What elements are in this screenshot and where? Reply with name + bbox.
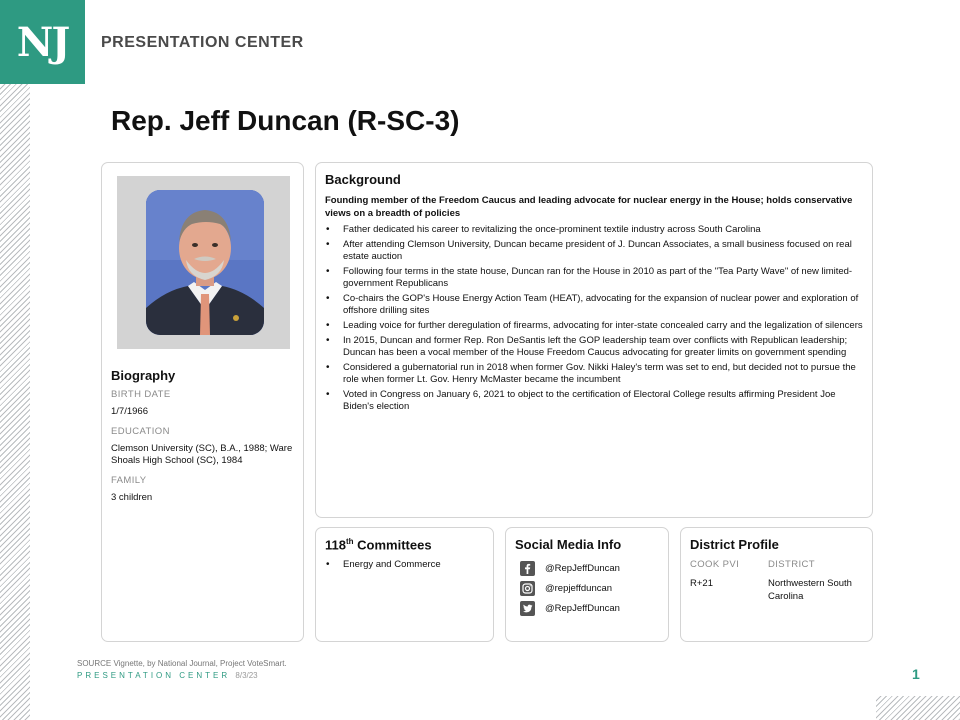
- background-summary: Founding member of the Freedom Caucus and leading advocate for nuclear energy in the House; holds conservative views on a breadth of policies: [325, 195, 853, 219]
- committees-heading-number: 118: [325, 537, 346, 553]
- committees-heading: [325, 537, 485, 552]
- footer-date: 8/3/23: [235, 671, 258, 680]
- social-media-card: [505, 527, 669, 642]
- district-profile-card: [680, 527, 873, 642]
- biography-section: [111, 368, 299, 511]
- family-value: 3 children: [111, 491, 153, 503]
- background-bullet: • Following four terms in the state house, Duncan ran for the House in 2010 as part of the "Tea Party Wave" of new limited-government Republicans: [325, 266, 863, 290]
- background-heading: Background: [325, 172, 401, 187]
- committees-card: [315, 527, 494, 642]
- background-card: [315, 162, 873, 518]
- cook-pvi-label: COOK PVI: [690, 559, 740, 570]
- education-value: Clemson University (SC), B.A., 1988; Ware Shoals High School (SC), 1984: [111, 442, 293, 466]
- decorative-hatch-left: [0, 84, 30, 720]
- page-number: 1: [912, 666, 920, 682]
- committees-heading-suffix: th: [345, 537, 354, 546]
- footer-presentation-center-text: PRESENTATION CENTER: [77, 671, 231, 680]
- background-bullet: • Leading voice for further deregulation of firearms, advocating for inter-state concealed carry and the legalization of silencers: [325, 320, 863, 332]
- footer-source: SOURCE Vignette, by National Journal, Project VoteSmart.: [77, 659, 287, 668]
- facebook-icon[interactable]: [520, 561, 535, 576]
- background-bullet: • In 2015, Duncan and former Rep. Ron DeSantis left the GOP leadership team over conflicts with Republican leadership; Duncan has been a vocal member of the House Freedom Caucus advocating for greater limits on government spending: [325, 335, 863, 359]
- instagram-handle[interactable]: @repjeffduncan: [545, 582, 613, 594]
- background-section: [325, 172, 863, 416]
- education-label: EDUCATION: [111, 425, 170, 437]
- district-profile-heading: District Profile: [690, 537, 779, 552]
- social-row-twitter[interactable]: [515, 598, 665, 618]
- family-label: FAMILY: [111, 474, 147, 486]
- social-row-facebook[interactable]: [515, 558, 665, 578]
- instagram-icon[interactable]: [520, 581, 535, 596]
- footer-presentation-center: [77, 671, 258, 680]
- twitter-handle[interactable]: @RepJeffDuncan: [545, 602, 620, 614]
- background-bullet-list: [325, 224, 863, 413]
- social-row-instagram[interactable]: [515, 578, 665, 598]
- district-label: DISTRICT: [768, 559, 816, 570]
- background-bullet: • After attending Clemson University, Duncan became president of J. Duncan Associates, a small business focused on real estate auction: [325, 239, 863, 263]
- twitter-icon[interactable]: [520, 601, 535, 616]
- decorative-hatch-bottom: [876, 696, 960, 720]
- biography-heading: Biography: [111, 368, 176, 383]
- portrait-frame: [117, 176, 290, 349]
- logo-text: NJ: [16, 18, 69, 66]
- portrait-illustration: [146, 190, 264, 335]
- header-title: PRESENTATION CENTER: [101, 34, 304, 51]
- background-bullet: • Voted in Congress on January 6, 2021 to object to the certification of Electoral College results affirming President Joe Biden's election: [325, 389, 863, 413]
- district-value: Northwestern South Carolina: [768, 578, 852, 602]
- committees-list: [325, 559, 485, 571]
- facebook-handle[interactable]: @RepJeffDuncan: [545, 562, 620, 574]
- district-profile-section: [690, 537, 865, 603]
- background-bullet: • Considered a gubernatorial run in 2018 when former Gov. Nikki Haley's term was set to end, but decided not to pursue the role when former Lt. Gov. Henry McMaster became the incumbent: [325, 362, 863, 386]
- birth-date-label: BIRTH DATE: [111, 389, 171, 400]
- nj-logo: [0, 0, 85, 84]
- social-media-section: [515, 537, 665, 618]
- committee-item: • Energy and Commerce: [325, 559, 485, 571]
- birth-date-value: 1/7/1966: [111, 406, 148, 417]
- committees-heading-text: Committees: [353, 537, 432, 553]
- background-bullet: • Co-chairs the GOP's House Energy Action Team (HEAT), advocating for the expansion of nuclear power and exploration of offshore drilling sites: [325, 293, 863, 317]
- page-title: Rep. Jeff Duncan (R-SC-3): [111, 105, 460, 136]
- committees-section: [325, 537, 485, 574]
- biography-card: [101, 162, 304, 642]
- district-profile-grid: [690, 559, 865, 603]
- portrait-photo: [146, 190, 264, 335]
- social-media-heading: Social Media Info: [515, 537, 622, 552]
- background-bullet: • Father dedicated his career to revitalizing the once-prominent textile industry across South Carolina: [325, 224, 863, 236]
- cook-pvi-value: R+21: [690, 578, 713, 589]
